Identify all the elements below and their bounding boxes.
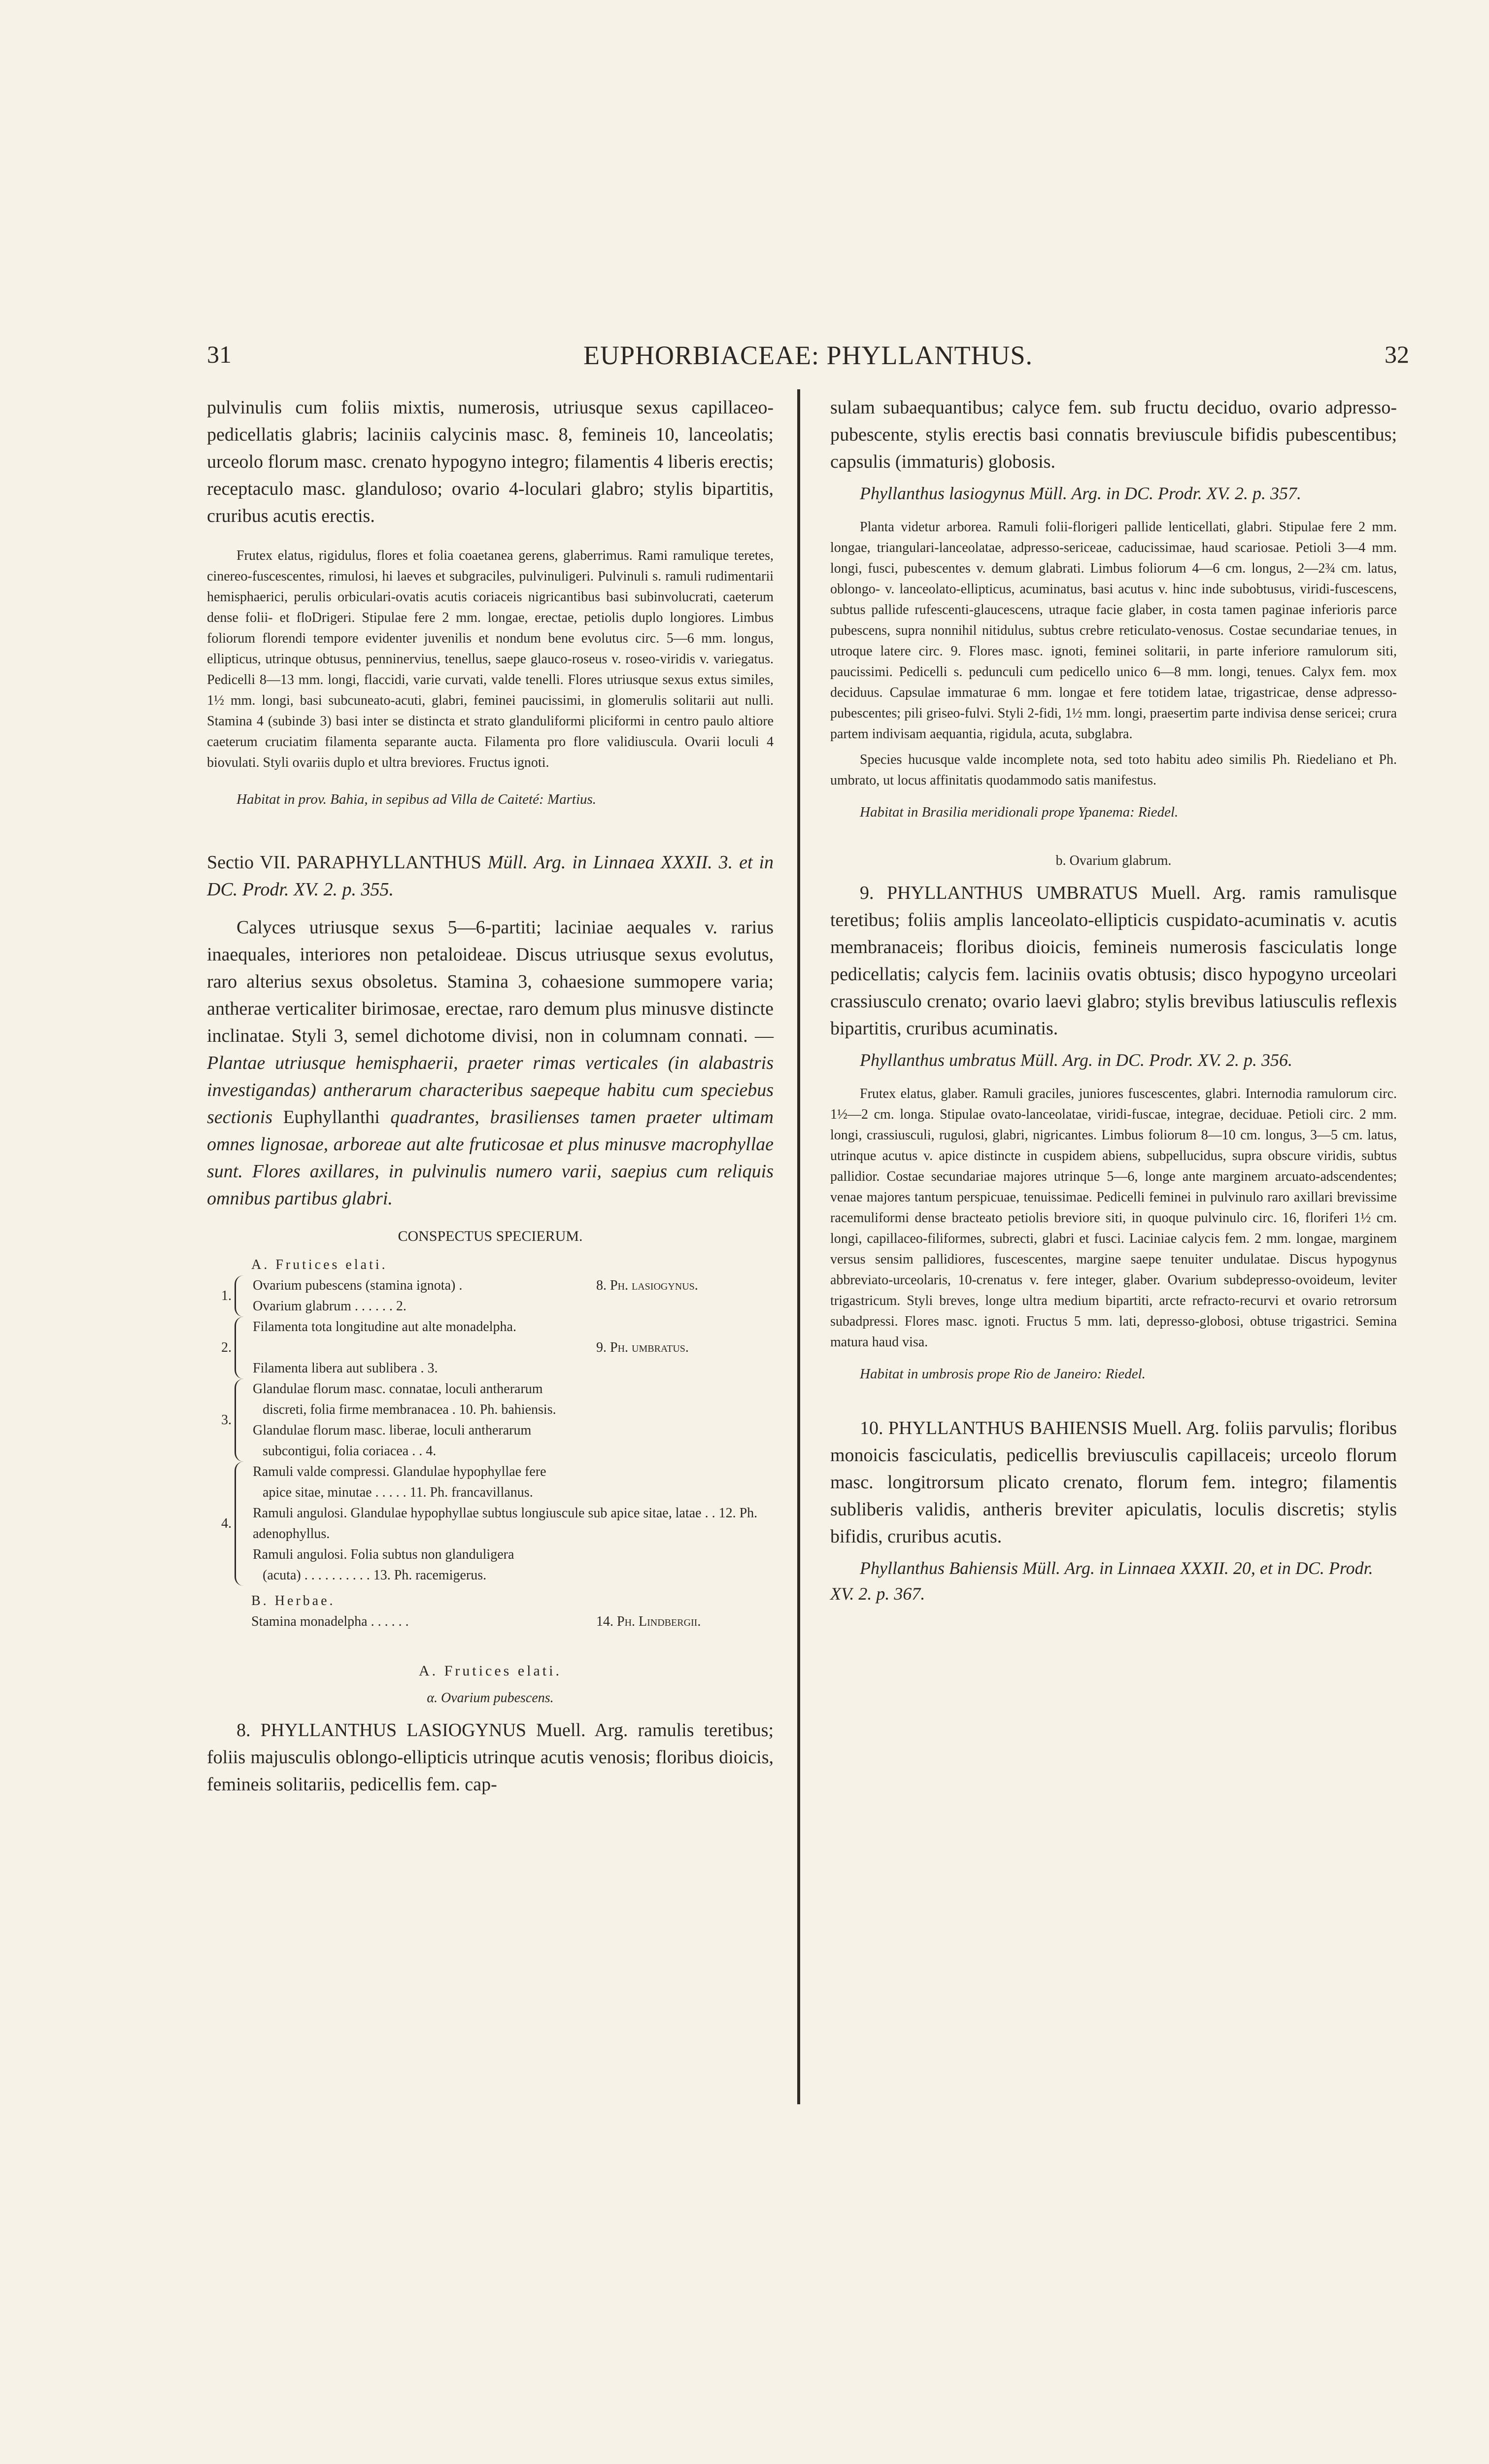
brace xyxy=(235,1379,247,1462)
key-number: 3. xyxy=(221,1412,232,1428)
right-column xyxy=(830,394,1397,1607)
subsection-b-heading: b. Ovarium glabrum. xyxy=(1055,853,1172,868)
key-row-result: 14. Ph. Lindbergii. xyxy=(596,1614,701,1629)
key-row-text: Ramuli angulosi. Glandulae hypophyllae subtus longiuscule sub apice sitae, latae . . 12. Ph. adenophyllus. xyxy=(253,1506,758,1541)
section-heading-citation: Müll. Arg. in Linnaea XXXII. 3. et in DC. Prodr. XV. 2. p. 355. xyxy=(207,852,774,900)
key-row-text: Ramuli valde compressi. Glandulae hypophyllae fere xyxy=(253,1464,546,1479)
key-group-a-heading: A. Frutices elati. xyxy=(251,1257,388,1272)
key-row-text: apice sitae, minutae . . . . . 11. Ph. francavillanus. xyxy=(263,1485,533,1500)
key-row-text: Ovarium pubescens (stamina ignota) . xyxy=(253,1278,463,1293)
section-note-part-2: quadrantes, brasilienses tamen praeter ultimam omnes lignosae, arboreae aut alte fruticosae et plus minusve macrophyllae sunt. Flores axillares, in pulvinulis numero varii, saepius cum reliquis omnibus partibus glabri. xyxy=(207,1107,774,1209)
species-8-description: Planta videtur arborea. Ramuli folii-florigeri pallide lenticellati, glabri. Stipulae fere 2 mm. longae, triangulari-lanceolatae, adpresso-sericeae, caducissimae, haud scariosae. Petioli 3—4 mm. longi, fusci, pubescentes v. demum glabrati. Limbus foliorum 4—6 cm. longus, 2—2¾ cm. latus, oblongo- v. lanceolato-ellipticus, acuminatus, basi acutus v. hinc inde subobtusus, viridi-fuscescens, subtus pallide rufescenti-glaucescens, utraque facie glaber, in costa tamen paginae inferioris parce pubescens, supra nonnihil nitidulus, subtus crebre reticulato-venosus. Costae secundariae tenues, in utroque latere circ. 9. Flores masc. ignoti, feminei solitarii, in parte inferiore ramulorum siti, paucissimi. Pedicelli s. pedunculi cum pedicello unico 6—8 mm. longi, tenues. Calyx fem. mox deciduus. Capsulae immaturae 6 mm. longae et fere totidem latae, trigastricae, dense adpresso-pubescentes; pili griseo-fulvi. Styli 2-fidi, 1½ mm. longi, praesertim parte indivisa dense sericei; crura partem indivisam aequantia, rigidula, acuta, subglabra. xyxy=(830,519,1397,742)
key-row xyxy=(253,1296,774,1317)
left-page-number: 31 xyxy=(207,341,232,368)
habitat-note: Habitat in prov. Bahia, in sepibus ad Villa de Caiteté: Martius. xyxy=(237,791,597,807)
key-row-result: 8. Ph. lasiogynus. xyxy=(596,1278,698,1293)
key-row-text: Ovarium glabrum . . . . . . 2. xyxy=(253,1299,406,1314)
intro-continued: pulvinulis cum foliis mixtis, numerosis, utriusque sexus capillaceo-pedicellatis glabris; laciniis calycinis masc. 8, femineis 10, lanceolatis; urceolo florum masc. crenato hypogyno integro; filamentis 4 liberis erectis; receptaculo masc. glanduloso; ovario 4-loculari glabro; stylis bipartitis, cruribus acutis erectis. xyxy=(207,397,774,526)
left-column xyxy=(207,394,774,1798)
key-row xyxy=(253,1337,774,1358)
key-group-b-heading: B. Herbae. xyxy=(251,1593,336,1608)
conspectus-title: CONSPECTUS SPECIERUM. xyxy=(398,1228,583,1244)
section-description-text: Calyces utriusque sexus 5—6-partiti; laciniae aequales v. rarius inaequales, interiores non petaloideae. Discus utriusque sexus evolutus, raro alterius sexus obsoletus. Stamina 3, cohaesione summopere varia; antherae verticaliter birimosae, erectae, raro demum plus minusve distincte inclinatae. Styli 3, semel dichotome divisi, non in columnam connati. — xyxy=(207,917,774,1046)
section-heading-prefix: Sectio VII. PARAPHYLLANTHUS xyxy=(207,852,481,873)
key-row-text: Filamenta tota longitudine aut alte monadelpha. xyxy=(253,1319,516,1335)
key-row-text: Glandulae florum masc. connatae, loculi antherarum xyxy=(253,1381,543,1397)
running-title: EUPHORBIACEAE: PHYLLANTHUS. xyxy=(583,341,1033,370)
section-note-part-1: Plantae utriusque hemisphaerii, praeter rimas verticales (in alabastris investigandas) antherarum characteribus saepeque habitu cum speciebus sectionis xyxy=(207,1053,774,1128)
species-9-citation: Phyllanthus umbratus Müll. Arg. in DC. Prodr. XV. 2. p. 356. xyxy=(860,1050,1293,1070)
species-8-entry xyxy=(207,1717,774,1798)
key-number: 1. xyxy=(221,1288,232,1303)
key-row xyxy=(253,1317,774,1337)
species-9-description: Frutex elatus, glaber. Ramuli graciles, juniores fuscescentes, glabri. Internodia ramulorum circ. 1½—2 cm. longa. Stipulae ovato-lanceolatae, viridi-fuscae, integrae, deciduae. Petioli circ. 2 mm. longi, crassiusculi, rugulosi, glabri, nigricantes. Limbus foliorum 8—10 cm. longus, 3—5 cm. latus, utrinque acutus v. apice distincte in cuspidem abiens, subpellucidus, supra obscure viridis, subtus pallidior. Costae secundariae majores utrinque 5—6, longe ante marginem arcuato-adscendentes; venae majores tantum perspicuae, tenuissimae. Pedicelli feminei in pulvinulo raro axillari brevissime racemuliformi dense bracteato petiolis breviore siti, in quoque pulvinulo circ. 16, floriferi 1½ cm. longi, capillaceo-filiformes, subrecti, glabri et fusci. Laciniae calycis fem. 2 mm. longae, marginem versus sensim pallidiores, fuscescentes, margine saepe tenuiter undulatae. Discus hypogynus abbreviato-urceolaris, 10-crenatus v. fere integer, glaber. Ovarium subdepresso-ovoideum, leviter trigastricum. Styli breves, longe ultra medium bipartiti, arcte refracto-recurvi et ovario retrorsum subadpressi. Flores masc. ignoti. Fructus 5 mm. lati, depresso-globosi, obtuse trigastrici. Semina matura haud visa. xyxy=(830,1086,1397,1350)
species-9-habitat: Habitat in umbrosis prope Rio de Janeiro: Riedel. xyxy=(860,1366,1146,1382)
key-row-text: Ramuli angulosi. Folia subtus non glanduligera xyxy=(253,1547,514,1562)
species-8-note: Species hucusque valde incomplete nota, sed toto habitu adeo similis Ph. Riedeliano et Ph. umbrato, ut locus affinitatis quodammodo satis manifestus. xyxy=(830,752,1397,788)
species-9-entry xyxy=(830,880,1397,1042)
key-row xyxy=(253,1275,774,1296)
key-row-text: Filamenta libera aut sublibera . 3. xyxy=(253,1361,438,1376)
key-row xyxy=(253,1358,774,1379)
key-row-text: Glandulae florum masc. liberae, loculi antherarum xyxy=(253,1423,532,1438)
key-number: 4. xyxy=(221,1516,232,1531)
column-divider xyxy=(797,389,800,2104)
species-10-citation: Phyllanthus Bahiensis Müll. Arg. in Linnaea XXXII. 20, et in DC. Prodr. XV. 2. p. 367. xyxy=(830,1558,1373,1604)
subsection-a-heading: A. Frutices elati. xyxy=(419,1663,562,1679)
key-row-text: subcontigui, folia coriacea . . 4. xyxy=(263,1443,437,1459)
species-8-citation: Phyllanthus lasiogynus Müll. Arg. in DC. Prodr. XV. 2. p. 357. xyxy=(860,483,1302,503)
species-10-diagnosis: foliis parvulis; floribus monoicis fasciculatis, pedicellis breviusculis capillaceis; urceolo florum masc. longitrorsum plicato crenato, florum fem. integro; filamentis subliberis validis, antheris breviter apiculatis, loculis discretis; stylis bifidis, cruribus acutis. xyxy=(830,1418,1397,1547)
species-8-heading: 8. PHYLLANTHUS LASIOGYNUS Muell. Arg. xyxy=(237,1720,628,1741)
species-10-heading: 10. PHYLLANTHUS BAHIENSIS Muell. Arg. xyxy=(860,1418,1219,1438)
key-row-text: (acuta) . . . . . . . . . . 13. Ph. racemigerus. xyxy=(263,1568,487,1583)
brace xyxy=(235,1317,247,1379)
species-8-diagnosis: ramulis teretibus; foliis majusculis oblongo-ellipticis utrinque acutis venosis; floribus dioicis, femineis solitariis, pedicellis fem. cap- xyxy=(207,1720,774,1795)
page-header xyxy=(207,340,1409,379)
key-number: 2. xyxy=(221,1340,232,1355)
description-continued: Frutex elatus, rigidulus, flores et folia coaetanea gerens, glaberrimus. Rami ramulique teretes, cinereo-fuscescentes, rimulosi, hi laeves et subgraciles, pulvinuligeri. Pulvinuli s. ramuli rudimentarii hemisphaerici, perulis orbiculari-ovatis acutis coriaceis nigricantibus basi subinvolucrati, caeterum dense folii- et floDrigeri. Stipulae fere 2 mm. longae, erectae, petiolis duplo longiores. Limbus foliorum florendi tempore evidenter juvenilis et nondum bene evolutus circ. 5—6 mm. longus, ellipticus, utrinque obtusus, penninervius, tenellus, saepe glauco-roseus v. roseo-viridis v. variegatus. Pedicelli 8—13 mm. longi, flaccidi, varie curvati, valde tenelli. Flores utriusque sexus extus similes, 1½ mm. longi, basi subcuneato-acuti, glabri, feminei paucissimi, in glomerulis solitarii aut nulli. Stamina 4 (subinde 3) basi inter se distincta et strato glanduliformi pliciformi in centro paulo altiore caeterum cruciatim filamenta separante aucta. Filamenta pro flore validiuscula. Ovarii loculi 4 biovulati. Styli ovariis duplo et ultra breviores. Fructus ignoti. xyxy=(207,548,774,770)
section-note-genus: Euphyllanthi xyxy=(283,1107,380,1128)
species-9-diagnosis: ramis ramulisque teretibus; foliis amplis lanceolato-ellipticis cuspidato-acuminatis v. acutis membranaceis; floribus dioicis, femineis numerosis fasciculatis longe pedicellatis; calycis fem. laciniis ovatis obtusis; disco hypogyno urceolari crassiusculo crenato; ovario laevi glabro; stylis brevibus latiusculis reflexis bipartitis, cruribus acuminatis. xyxy=(830,883,1397,1039)
subsection-alpha-heading: α. Ovarium pubescens. xyxy=(427,1690,554,1706)
key-row-text: Stamina monadelpha . . . . . . xyxy=(251,1614,409,1629)
key-couplet-2 xyxy=(207,1317,774,1379)
species-10-entry xyxy=(830,1415,1397,1550)
section-heading xyxy=(207,849,774,903)
species-9-heading: 9. PHYLLANTHUS UMBRATUS Muell. Arg. xyxy=(860,883,1246,903)
key-couplet-4 xyxy=(207,1462,774,1586)
key-row-text: discreti, folia firme membranacea . 10. Ph. bahiensis. xyxy=(263,1402,556,1417)
key-row xyxy=(207,1611,774,1632)
key-couplet-3 xyxy=(207,1379,774,1462)
key-couplet-1 xyxy=(207,1275,774,1317)
brace xyxy=(235,1462,247,1586)
species-8-habitat: Habitat in Brasilia meridionali prope Ypanema: Riedel. xyxy=(860,804,1179,820)
brace xyxy=(235,1275,247,1317)
key-row-result: 9. Ph. umbratus. xyxy=(596,1340,689,1355)
conspectus-key xyxy=(207,1255,774,1632)
species-8-diagnosis-continued: sulam subaequantibus; calyce fem. sub fructu deciduo, ovario adpresso-pubescente, stylis erectis basi connatis breviuscule bifidis pubescentibus; capsulis (immaturis) globosis. xyxy=(830,397,1397,472)
right-page-number: 32 xyxy=(1385,341,1409,368)
section-description xyxy=(207,914,774,1212)
